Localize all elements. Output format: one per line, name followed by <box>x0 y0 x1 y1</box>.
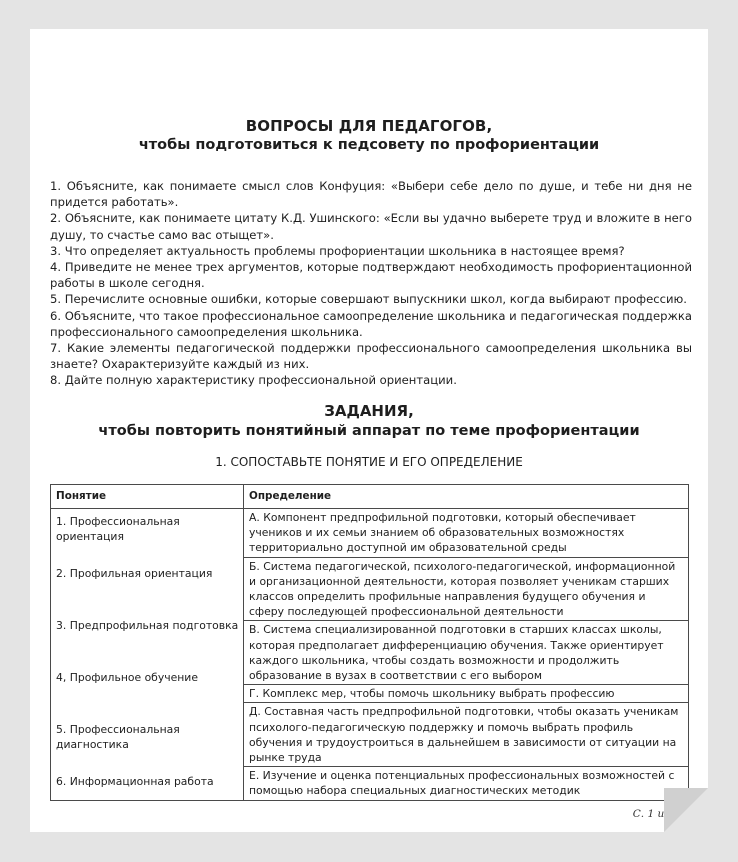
question-item: 7. Какие элементы педагогической поддержки профессионального самоопределения школьника вы знаете? Охарактеризуйте каждый из них. <box>50 341 692 372</box>
page-curl-corner <box>664 788 708 832</box>
column-header-concept: Понятие <box>51 485 244 509</box>
question-item: 6. Объясните, что такое профессиональное самоопределение школьника и педагогическая поддержка профессионального самоопределения школьника. <box>50 308 692 339</box>
tasks-title: ЗАДАНИЯ, <box>324 402 414 420</box>
question-item: 2. Объясните, как понимаете цитату К.Д. Ушинского: «Если вы удачно выберете труд и вложите в него душу, то счастье само вас отыщет». <box>50 211 692 242</box>
definition-cell: Г. Комплекс мер, чтобы помочь школьнику выбрать профессию <box>244 685 689 703</box>
questions-title: ВОПРОСЫ ДЛЯ ПЕДАГОГОВ, <box>245 117 493 135</box>
question-item: 4. Приведите не менее трех аргументов, которые подтверждают необходимость профориентационной работы в школе сегодня. <box>50 260 692 291</box>
table-row <box>51 509 689 558</box>
page-number: С. 1 из 2 <box>632 808 680 820</box>
definition-cell: Е. Изучение и оценка потенциальных профессиональных возможностей с помощью набора специальных диагностических методик <box>244 767 689 800</box>
concept-item: 3. Предпрофильная подготовка <box>56 619 239 632</box>
document-page <box>30 29 708 832</box>
matching-table <box>50 484 689 801</box>
definition-cell: В. Система специализированной подготовки в старших классах школы, которая предполагает дифференциацию обучения. Также ориентирует каждого школьника, чтобы создать возможности и продолжить образование в вузах в соответствии с его выбором <box>244 621 689 685</box>
tasks-subtitle: чтобы повторить понятийный аппарат по теме профориентации <box>98 423 640 439</box>
definition-cell: Б. Система педагогической, психолого-педагогической, информационной и организационной деятельности, которая позволяет ученикам старших классов определить профильные направления будущего обучения и сферу последующей профессиональной деятельности <box>244 557 689 621</box>
questions-list <box>50 178 692 389</box>
task1-heading: 1. СОПОСТАВЬТЕ ПОНЯТИЕ И ЕГО ОПРЕДЕЛЕНИЕ <box>215 455 523 469</box>
column-header-definition: Определение <box>244 485 689 509</box>
questions-subtitle: чтобы подготовиться к педсовету по профориентации <box>138 137 600 153</box>
concepts-cell <box>51 509 244 801</box>
concept-item: 5. Профессиональная диагностика <box>56 723 180 752</box>
question-item: 1. Объясните, как понимаете смысл слов Конфуция: «Выбери себе дело по душе, и тебе ни дня не придется работать». <box>50 179 692 210</box>
concept-item: 6. Информационная работа <box>56 775 214 788</box>
definition-cell: Д. Составная часть предпрофильной подготовки, чтобы оказать ученикам психолого-педагогическую поддержку и помочь выбрать профиль обучения и трудоустроиться в дальнейшем в зависимости от ситуации на рынке труда <box>244 703 689 767</box>
question-item: 5. Перечислите основные ошибки, которые совершают выпускники школ, когда выбирают профессию. <box>50 292 687 307</box>
question-item: 3. Что определяет актуальность проблемы профориентации школьника в настоящее время? <box>50 243 625 258</box>
concept-item: 4, Профильное обучение <box>56 671 198 684</box>
table-header-row <box>51 485 689 509</box>
concept-item: 2. Профильная ориентация <box>56 567 213 580</box>
question-item: 8. Дайте полную характеристику профессиональной ориентации. <box>50 373 457 388</box>
definition-cell: А. Компонент предпрофильной подготовки, который обеспечивает учеников и их семьи знанием об образовательных возможностях территориально доступной им образовательной среды <box>244 509 689 558</box>
concept-item: 1. Профессиональная ориентация <box>56 515 180 544</box>
